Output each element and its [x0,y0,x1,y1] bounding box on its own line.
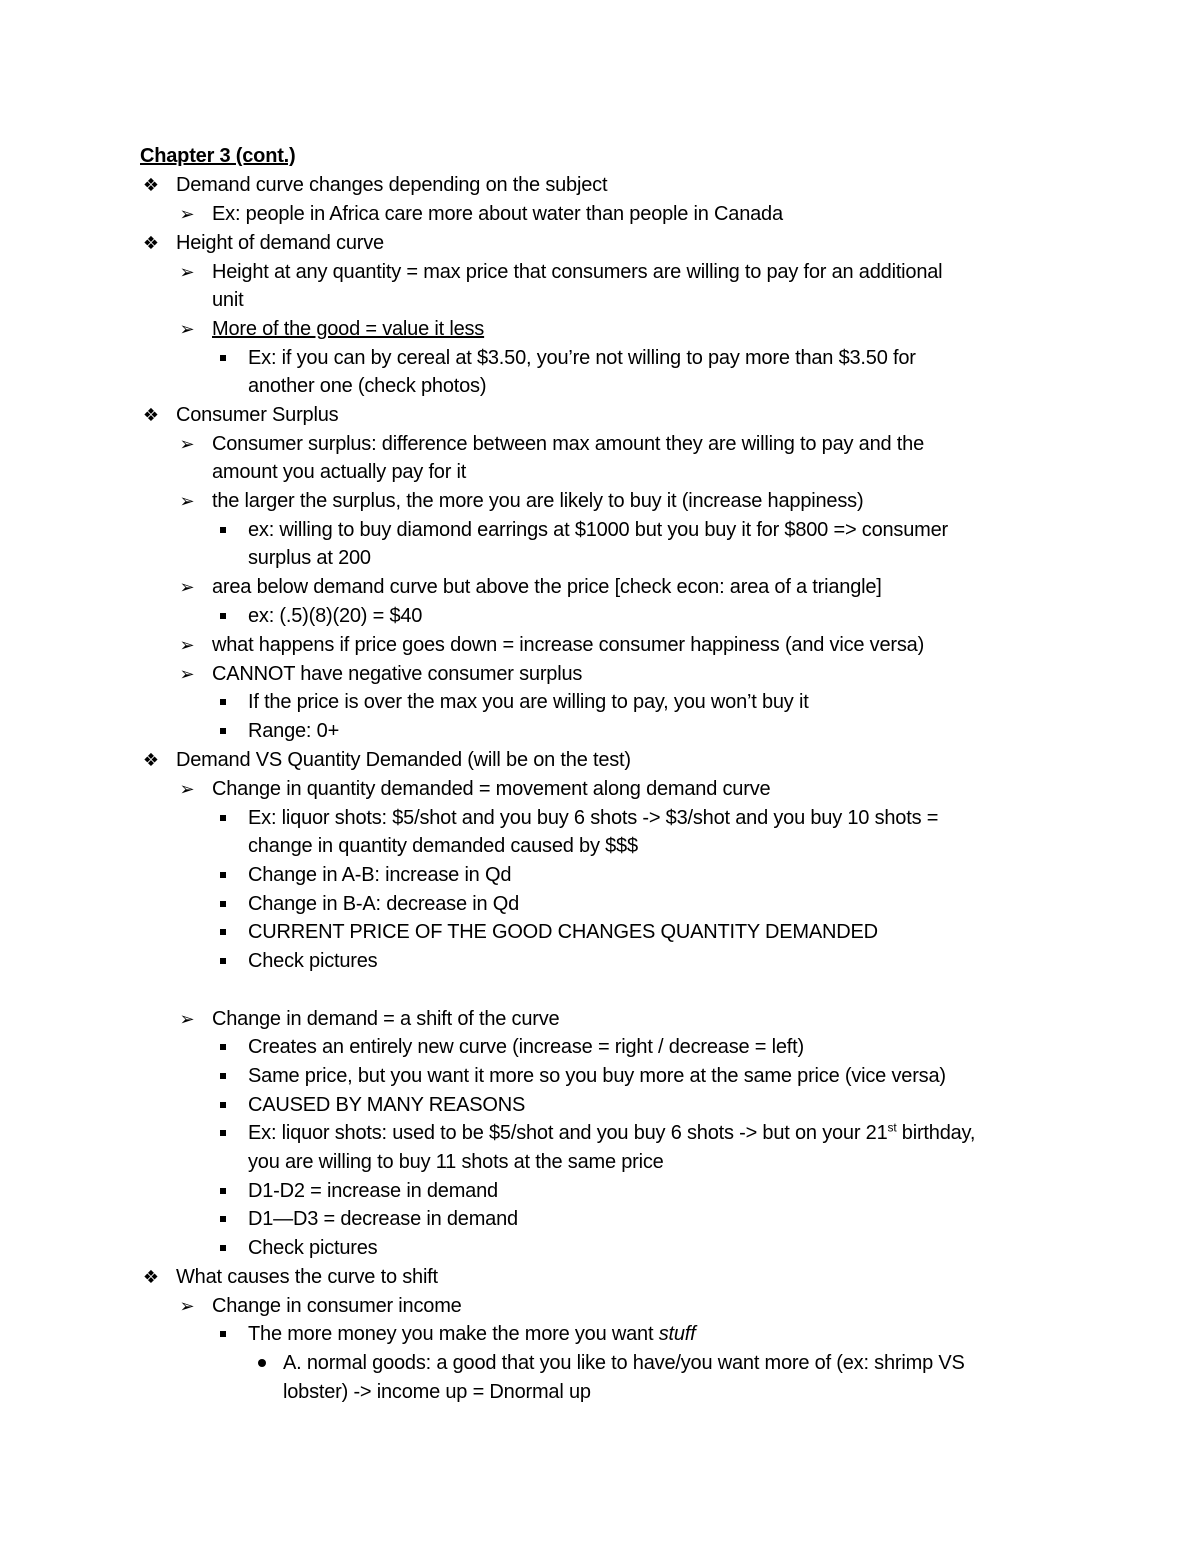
page-title: Chapter 3 (cont.) [140,145,296,167]
arrow-bullet-icon: ➢ [179,635,195,655]
arrow-bullet-icon: ➢ [179,1296,195,1316]
arrow-bullet-icon: ➢ [179,434,195,454]
square-bullet-icon [212,1062,234,1091]
diamond-bullet-icon: ❖ [142,175,160,195]
arrow-bullet-icon: ➢ [179,262,195,282]
arrow-bullet-icon: ➢ [179,779,195,799]
list-item: Creates an entirely new curve (increase = right / decrease = left) [248,1036,804,1058]
section-heading: Demand VS Quantity Demanded (will be on the test) [176,749,631,771]
list-item-text: Ex: liquor shots: used to be $5/shot and you buy 6 shots -> but on your 21 [248,1122,888,1144]
emphasized-word: stuff [658,1323,696,1345]
list-item: Ex: liquor shots: $5/shot and you buy 6 shots -> $3/shot and you buy 10 shots = [248,807,939,829]
list-item: CURRENT PRICE OF THE GOOD CHANGES QUANTITY DEMANDED [248,921,878,943]
section-heading: What causes the curve to shift [176,1266,438,1288]
round-bullet-icon [252,1349,272,1378]
list-item [248,1320,695,1349]
list-item: D1-D2 = increase in demand [248,1180,498,1202]
list-item-text: The more money you make the more you want [248,1323,659,1345]
square-bullet-icon [212,1205,234,1234]
arrow-bullet-icon: ➢ [179,664,195,684]
square-bullet-icon [212,1320,234,1349]
list-item-continuation: surplus at 200 [248,547,371,569]
square-bullet-icon [212,1091,234,1120]
arrow-bullet-icon: ➢ [179,204,195,224]
square-bullet-icon [212,344,234,373]
list-item-continuation: amount you actually pay for it [212,461,467,483]
list-item: Same price, but you want it more so you buy more at the same price (vice versa) [248,1065,946,1087]
list-item: D1—D3 = decrease in demand [248,1208,518,1230]
arrow-bullet-icon: ➢ [179,1009,195,1029]
diamond-bullet-icon: ❖ [142,405,160,425]
section-heading: Height of demand curve [176,232,384,254]
square-bullet-icon [212,918,234,947]
square-bullet-icon [212,516,234,545]
list-item: the larger the surplus, the more you are likely to buy it (increase happiness) [212,490,864,512]
list-item: Ex: people in Africa care more about water than people in Canada [212,203,783,225]
arrow-bullet-icon: ➢ [179,491,195,511]
list-item-continuation: change in quantity demanded caused by $$$ [248,835,638,857]
square-bullet-icon [212,1033,234,1062]
list-item: Change in A-B: increase in Qd [248,864,512,886]
list-item: Check pictures [248,1237,378,1259]
list-item: Height at any quantity = max price that consumers are willing to pay for an additional [212,261,943,283]
list-item-continuation: unit [212,289,244,311]
list-item-continuation: another one (check photos) [248,375,487,397]
square-bullet-icon [212,1119,234,1148]
section-heading: Demand curve changes depending on the subject [176,174,608,196]
ordinal-suffix: st [887,1120,897,1135]
list-item: ex: willing to buy diamond earrings at $1000 but you buy it for $800 => consumer [248,519,948,541]
square-bullet-icon [212,1177,234,1206]
list-item-text: birthday, [896,1122,976,1144]
list-item: Change in quantity demanded = movement along demand curve [212,778,771,800]
list-item: Consumer surplus: difference between max amount they are willing to pay and the [212,433,925,455]
list-item-continuation: you are willing to buy 11 shots at the same price [248,1151,664,1173]
list-item: Ex: if you can by cereal at $3.50, you’re not willing to pay more than $3.50 for [248,347,916,369]
list-item: what happens if price goes down = increase consumer happiness (and vice versa) [212,634,925,656]
square-bullet-icon [212,947,234,976]
list-item-continuation: lobster) -> income up = Dnormal up [283,1381,591,1403]
list-item: ex: (.5)(8)(20) = $40 [248,605,423,627]
arrow-bullet-icon: ➢ [179,577,195,597]
diamond-bullet-icon: ❖ [142,233,160,253]
square-bullet-icon [212,861,234,890]
list-item: Check pictures [248,950,378,972]
list-item: CAUSED BY MANY REASONS [248,1094,526,1116]
list-item: If the price is over the max you are willing to pay, you won’t buy it [248,691,809,713]
list-item: More of the good = value it less [212,318,485,340]
list-item: Change in demand = a shift of the curve [212,1008,560,1030]
square-bullet-icon [212,890,234,919]
square-bullet-icon [212,804,234,833]
diamond-bullet-icon: ❖ [142,750,160,770]
square-bullet-icon [212,688,234,717]
square-bullet-icon [212,717,234,746]
list-item: CANNOT have negative consumer surplus [212,663,583,685]
diamond-bullet-icon: ❖ [142,1267,160,1287]
square-bullet-icon [212,1234,234,1263]
section-heading: Consumer Surplus [176,404,339,426]
arrow-bullet-icon: ➢ [179,319,195,339]
list-item [248,1119,975,1148]
square-bullet-icon [212,602,234,631]
list-item: area below demand curve but above the price [check econ: area of a triangle] [212,576,882,598]
list-item: Change in B-A: decrease in Qd [248,893,520,915]
list-item: Range: 0+ [248,720,340,742]
list-item: A. normal goods: a good that you like to have/you want more of (ex: shrimp VS [283,1352,965,1374]
list-item: Change in consumer income [212,1295,462,1317]
